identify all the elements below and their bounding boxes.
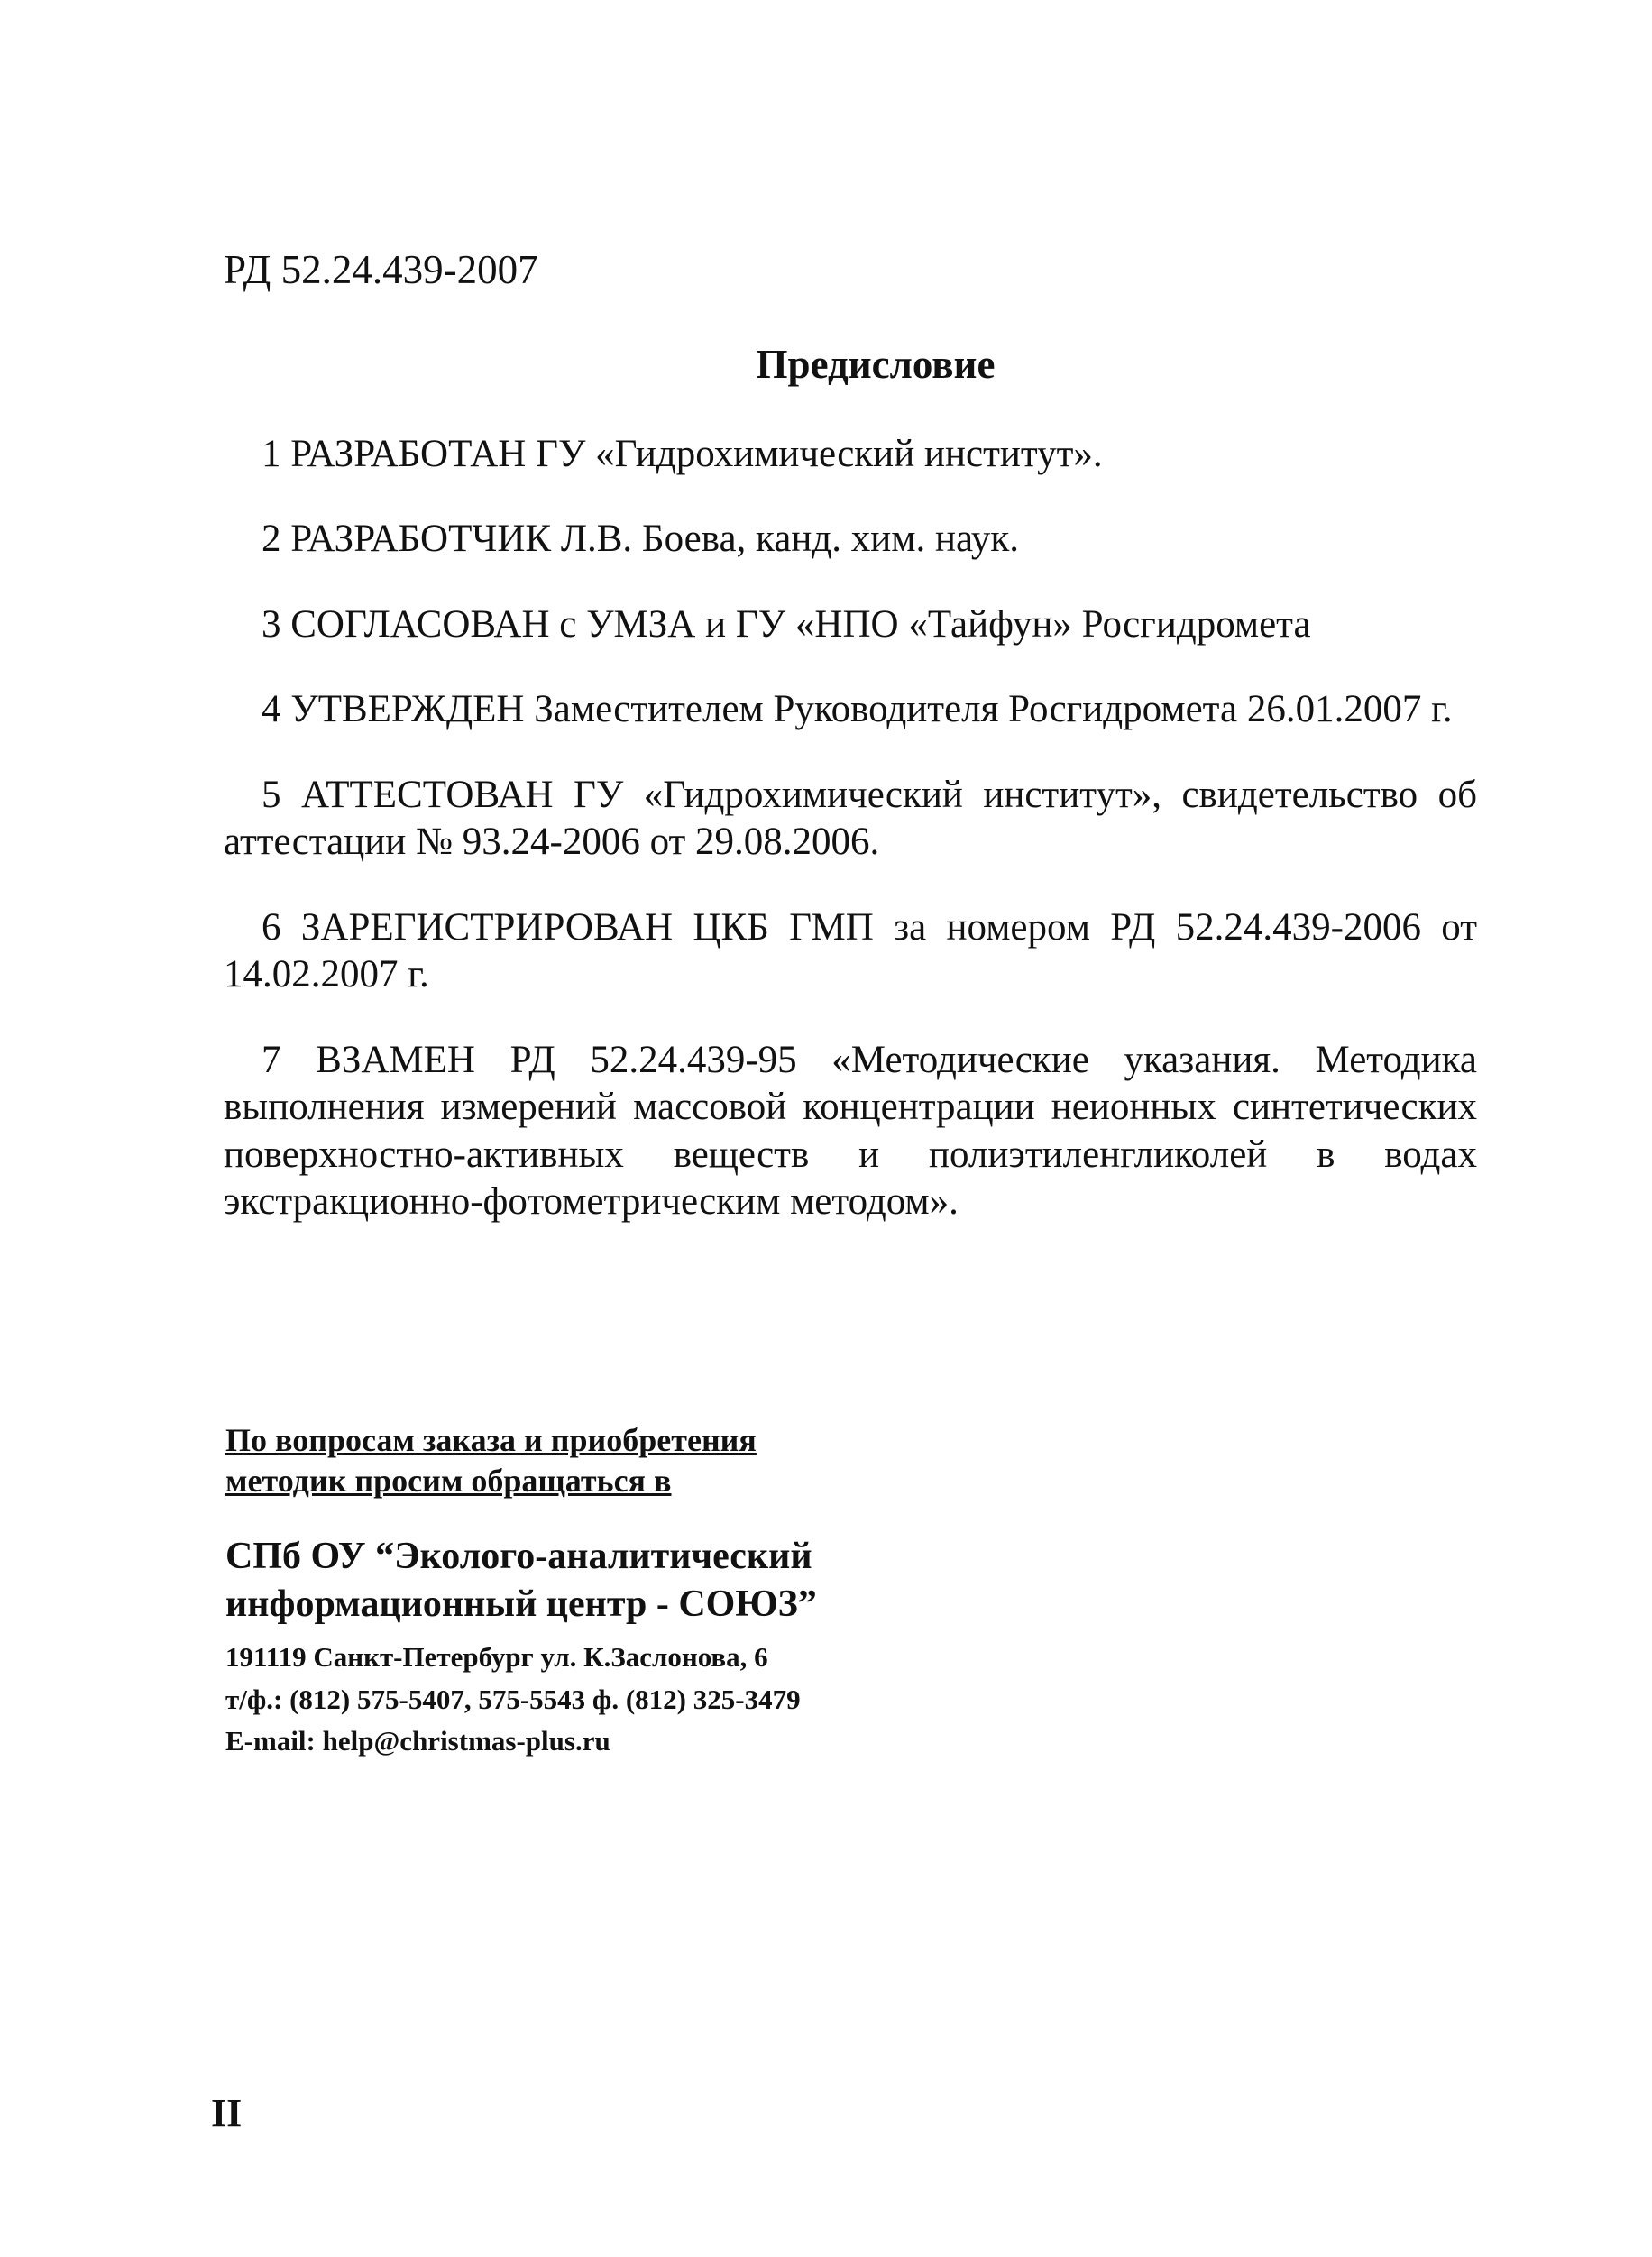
foreword-item-5 bbox=[224, 772, 1477, 867]
item-label: ВЗАМЕН bbox=[316, 1038, 475, 1081]
item-number: 7 bbox=[262, 1038, 281, 1081]
item-text: ЦКБ ГМП за номером РД 52.24.439-2006 от 14.02.2007 г. bbox=[224, 905, 1478, 996]
contact-heading-line: По вопросам заказа и приобретения bbox=[225, 1422, 757, 1458]
page-title: Предисловие bbox=[756, 342, 996, 387]
foreword-item-2 bbox=[224, 516, 1477, 563]
item-text: Л.В. Боева, канд. хим. наук. bbox=[560, 518, 1020, 561]
foreword-item-1 bbox=[224, 431, 1477, 478]
page-number: II bbox=[211, 2091, 243, 2135]
item-number: 2 bbox=[262, 518, 281, 561]
document-code: РД 52.24.439-2007 bbox=[224, 247, 538, 292]
organization-name bbox=[225, 1533, 817, 1628]
item-text: ГУ «Гидрохимический институт», свидетельство об аттестации № 93.24-2006 от 29.08.2006. bbox=[224, 773, 1477, 864]
item-text: ГУ «Гидрохимический институт». bbox=[536, 433, 1103, 475]
contact-details bbox=[225, 1637, 801, 1763]
contact-address: 191119 Санкт-Петербург ул. К.Заслонова, 6 bbox=[225, 1641, 768, 1673]
item-label: ЗАРЕГИСТРИРОВАН bbox=[300, 905, 674, 949]
item-text: с УМЗА и ГУ «НПО «Тайфун» Росгидромета bbox=[559, 602, 1311, 646]
item-number: 3 bbox=[262, 602, 281, 646]
contact-email: E-mail: help@christmas-plus.ru bbox=[225, 1725, 610, 1757]
foreword-item-7 bbox=[224, 1037, 1477, 1226]
item-number: 1 bbox=[262, 433, 281, 475]
item-text: Заместителем Руководителя Росгидромета 26.01.2007 г. bbox=[534, 688, 1453, 731]
foreword-item-6 bbox=[224, 904, 1477, 999]
contact-heading bbox=[225, 1420, 757, 1501]
item-label: СОГЛАСОВАН bbox=[290, 602, 550, 646]
contact-heading-line: методик просим обращаться в bbox=[225, 1463, 672, 1499]
item-text: РД 52.24.439-95 «Методические указания. Методика выполнения измерений массовой концентрации неионных синтетических поверхностно-активных веществ и полиэтиленгликолей в водах экстракционно-фотометрическим методом». bbox=[224, 1038, 1477, 1223]
organization-line: СПб ОУ “Эколого-аналитический bbox=[225, 1536, 812, 1577]
contact-phones: т/ф.: (812) 575-5407, 575-5543 ф. (812) 325-3479 bbox=[225, 1683, 801, 1715]
item-label: РАЗРАБОТАН bbox=[290, 433, 527, 475]
item-number: 5 bbox=[262, 773, 281, 816]
item-label: УТВЕРЖДЕН bbox=[290, 688, 525, 731]
item-label: РАЗРАБОТЧИК bbox=[290, 518, 552, 561]
item-label: АТТЕСТОВАН bbox=[300, 773, 554, 816]
foreword-list bbox=[224, 431, 1477, 1263]
item-number: 6 bbox=[262, 905, 281, 949]
organization-line: информационный центр - СОЮЗ” bbox=[225, 1583, 817, 1625]
item-number: 4 bbox=[262, 688, 281, 731]
foreword-item-3 bbox=[224, 601, 1477, 648]
foreword-item-4 bbox=[224, 686, 1477, 733]
